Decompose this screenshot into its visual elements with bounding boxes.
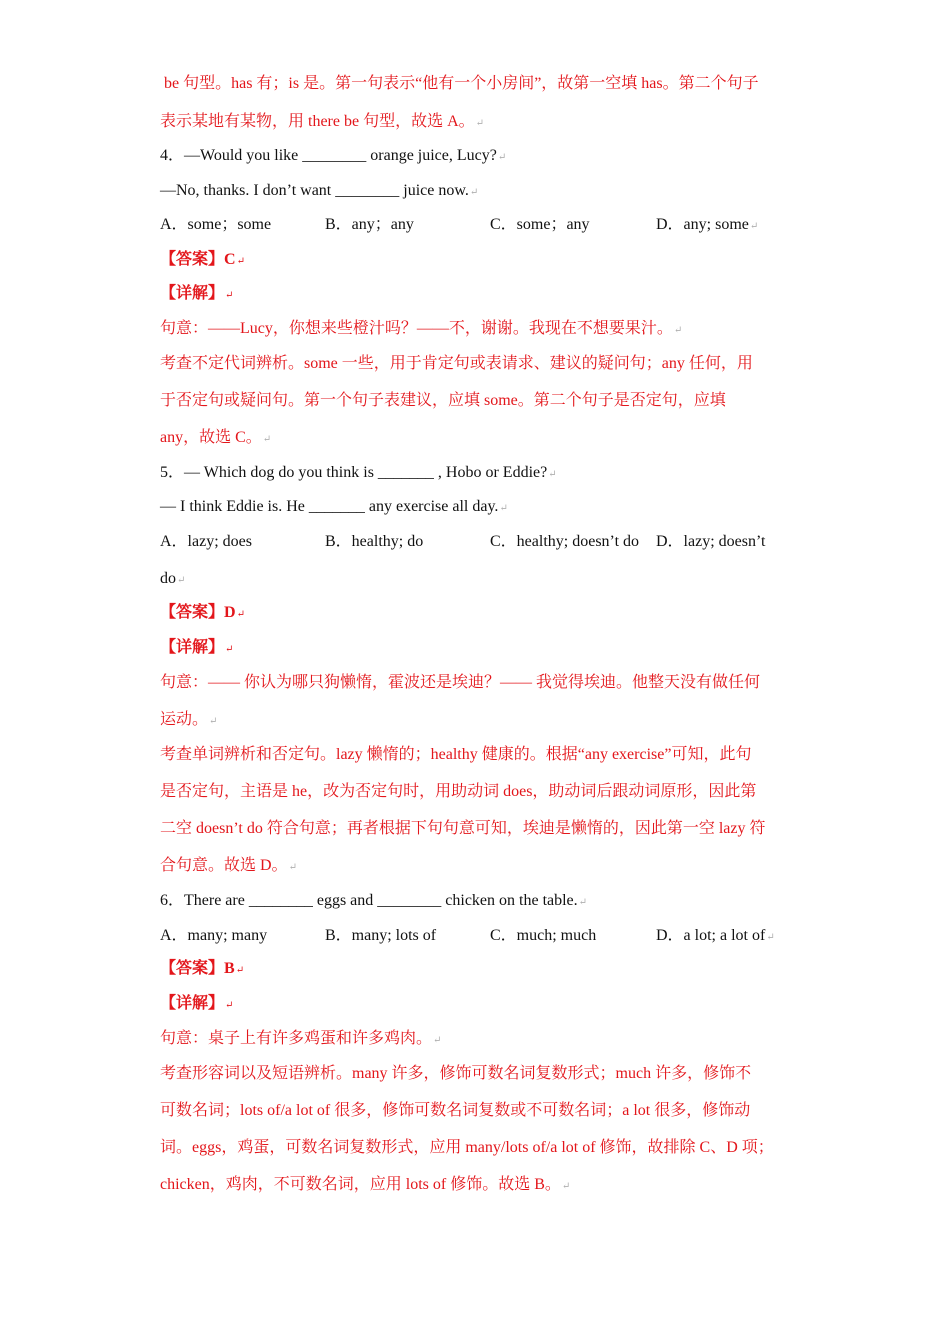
q6-answer: 【答案】B↵ xyxy=(160,960,245,977)
q5-option-d-wrap: do↵ xyxy=(160,570,186,587)
q5-analysis-line-2: 是否定句，主语是 he，改为否定句时，用助动词 does，助动词后跟动词原形，因此第 xyxy=(160,783,757,800)
q5-option-a: A．lazy; does xyxy=(160,533,252,550)
q4-option-b: B．any；any xyxy=(325,216,414,233)
q4-question-line-1: 4．—Would you like ________ orange juice, Lucy?↵ xyxy=(160,147,507,164)
q4-meaning: 句意：——Lucy，你想来些橙汁吗？——不，谢谢。我现在不想要果汁。↵ xyxy=(160,320,683,337)
q6-analysis-line-1: 考查形容词以及短语辨析。many 许多，修饰可数名词复数形式；much 许多，修饰不 xyxy=(160,1065,752,1082)
q4-answer: 【答案】C↵ xyxy=(160,251,245,268)
q6-option-a: A．many; many xyxy=(160,927,268,944)
q5-analysis-line-1: 考查单词辨析和否定句。lazy 懒惰的；healthy 健康的。根据“any exercise”可知，此句 xyxy=(160,746,752,763)
q5-option-c: C．healthy; doesn’t do xyxy=(490,533,640,550)
q6-question-line-1: 6．There are ________ eggs and ________ chicken on the table.↵ xyxy=(160,892,588,909)
q6-option-b: B．many; lots of xyxy=(325,927,437,944)
q5-analysis-line-3: 二空 doesn’t do 符合句意；再者根据下句句意可知，埃迪是懒惰的，因此第一空 lazy 符 xyxy=(160,820,766,837)
q4-option-a: A．some；some xyxy=(160,216,272,233)
q5-question-line-1: 5．— Which dog do you think is _______ , Hobo or Eddie?↵ xyxy=(160,464,557,481)
q5-answer: 【答案】D↵ xyxy=(160,604,245,621)
q6-detail-label: 【详解】↵ xyxy=(160,995,234,1012)
q4-analysis-line-2: 于否定句或疑问句。第一个句子表建议，应填 some。第二个句子是否定句，应填 xyxy=(160,392,726,409)
q5-meaning-line-1: 句意：—— 你认为哪只狗懒惰，霍波还是埃迪？—— 我觉得埃迪。他整天没有做任何 xyxy=(160,674,761,691)
q4-analysis-line-1: 考查不定代词辨析。some 一些，用于肯定句或表请求、建议的疑问句；any 任何，用 xyxy=(160,355,753,372)
q6-option-c: C．much; much xyxy=(490,927,597,944)
q6-analysis-line-4: chicken，鸡肉，不可数名词，应用 lots of 修饰。故选 B。↵ xyxy=(160,1176,571,1193)
q4-option-d: D．any; some↵ xyxy=(656,216,759,233)
q3-explanation-line-1: be 句型。has 有；is 是。第一句表示“他有一个小房间”，故第一空填 has。第二个句子 xyxy=(164,75,759,92)
q4-question-line-2: —No, thanks. I don’t want ________ juice now.↵ xyxy=(160,182,479,199)
q6-analysis-line-3: 词。eggs，鸡蛋，可数名词复数形式，应用 many/lots of/a lot of 修饰，故排除 C、D 项； xyxy=(160,1139,774,1156)
q5-analysis-line-4: 合句意。故选 D。↵ xyxy=(160,857,297,874)
q4-option-c: C．some；any xyxy=(490,216,590,233)
q5-option-d: D．lazy; doesn’t xyxy=(656,533,766,550)
q3-explanation-line-2: 表示某地有某物，用 there be 句型，故选 A。↵ xyxy=(160,113,485,130)
q6-option-d: D．a lot; a lot of↵ xyxy=(656,927,775,944)
q4-detail-label: 【详解】↵ xyxy=(160,285,234,302)
q6-meaning: 句意：桌子上有许多鸡蛋和许多鸡肉。↵ xyxy=(160,1030,442,1047)
q4-analysis-line-3: any，故选 C。↵ xyxy=(160,429,272,446)
q5-meaning-line-2: 运动。↵ xyxy=(160,711,218,728)
q5-detail-label: 【详解】↵ xyxy=(160,639,234,656)
q5-option-b: B．healthy; do xyxy=(325,533,424,550)
q6-analysis-line-2: 可数名词；lots of/a lot of 很多，修饰可数名词复数或不可数名词；a lot 很多，修饰动 xyxy=(160,1102,751,1119)
q5-question-line-2: — I think Eddie is. He _______ any exercise all day.↵ xyxy=(160,498,508,515)
